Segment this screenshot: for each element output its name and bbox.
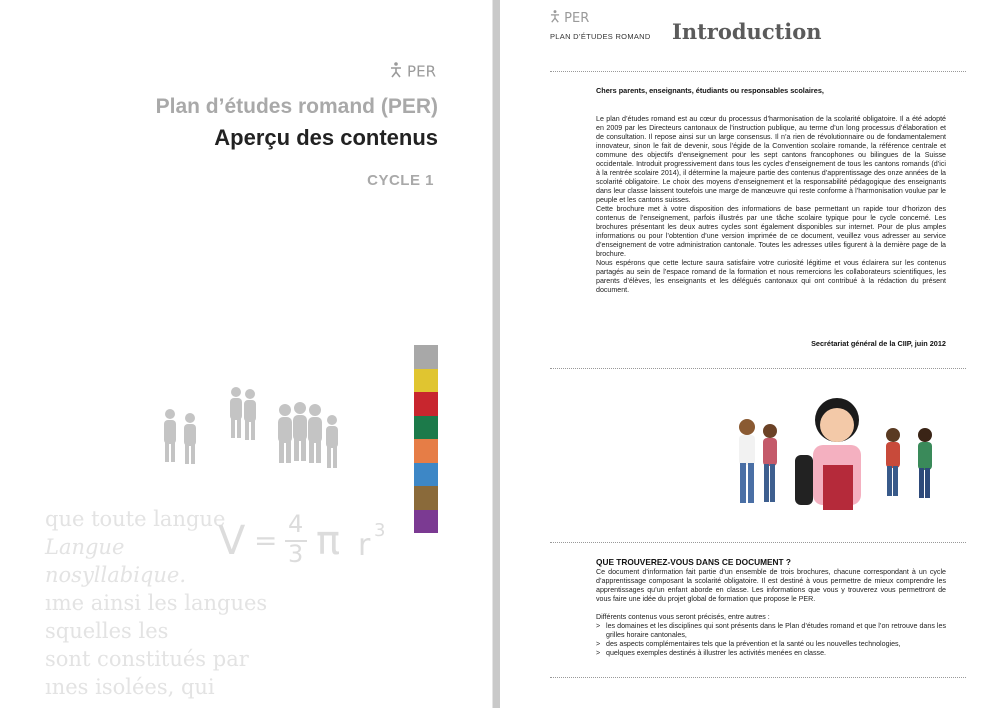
background-text-line: ıme ainsi les langues <box>45 591 268 615</box>
divider <box>550 368 966 369</box>
formula-pi: π <box>316 518 341 564</box>
person-icon <box>550 10 560 27</box>
formula-equals: = <box>254 524 278 557</box>
schoolchildren-photo <box>725 385 955 535</box>
list-item: > les domaines et les disciplines qui sont présents dans le Plan d’études romand et que l’on retrouve dans les grilles horaire cantonales, <box>596 622 946 640</box>
color-bar-segment <box>414 345 438 369</box>
formula-v: V <box>218 518 246 564</box>
section-title: QUE TROUVEREZ-VOUS DANS CE DOCUMENT ? <box>596 557 791 567</box>
cycle-label: CYCLE 1 <box>367 172 434 189</box>
section-body <box>596 568 946 658</box>
salutation: Chers parents, enseignants, étudiants ou responsables scolaires, <box>596 86 824 95</box>
content-list <box>596 622 946 658</box>
per-logo-subtitle: PLAN D’ÉTUDES ROMAND <box>550 32 651 41</box>
background-text-line: Langue <box>45 535 125 559</box>
cover-subtitle: Aperçu des contenus <box>214 125 438 150</box>
intro-text <box>596 115 946 295</box>
section-paragraph: Ce document d’information fait partie d’un ensemble de trois brochures, chacune correspondant à un cycle d’apprentissage composant la scolarité obligatoire. Il est destiné à vous permettre de mieux comprendre les apprentissages qu’un enfant aborde en classe. Les informations que vous y trouverez vous permettront de vous faire une idée du projet global de formation que propose le PER. <box>596 568 946 603</box>
color-bar-segment <box>414 439 438 463</box>
introduction-page <box>500 0 1004 708</box>
color-bar-segment <box>414 369 438 393</box>
intro-paragraph: Nous espérons que cette lecture saura satisfaire votre curiosité légitime et vous éclairera sur les contenus partagés au sein de l’espace romand de la formation et nous remercions les collaborateurs scientifiques, les parents d’élèves, les enseignants et les délégués cantonaux qui ont contribué à la rédaction du présent document. <box>596 259 946 294</box>
color-bar <box>414 345 438 533</box>
list-intro: Différents contenus vous seront précisés, entre autres : <box>596 613 770 621</box>
per-logo-text: PER <box>564 11 590 26</box>
formula-denominator: 3 <box>288 540 304 568</box>
color-bar-segment <box>414 463 438 487</box>
formula-numerator: 4 <box>288 510 304 538</box>
background-text-line: nosyllabique. <box>45 563 186 587</box>
cover-title: Plan d’études romand (PER) <box>155 95 438 118</box>
list-item: > des aspects complémentaires tels que la prévention et la santé ou les nouvelles technologies, <box>596 640 946 649</box>
intro-paragraph: Cette brochure met à votre disposition des informations de base permettant un rapide tour d’horizon des contenus de l’enseignement, parfois illustrés par une tâche scolaire typique pour le cycle concerné. Les brochures présentant les deux autres cycles sont également disponibles sur internet. Pour de plus amples informations ou pour l’obtention d’une version imprimée de ce document, veuillez vous adresser au service d’enseignement de votre administration cantonale. Toutes les adresses utiles figurent à la dernière page de la brochure. <box>596 205 946 258</box>
signature: Secrétariat général de la CIIP, juin 2012 <box>811 339 946 348</box>
per-logo-text: PER <box>407 62 436 81</box>
per-logo <box>550 10 589 27</box>
children-silhouettes-image <box>150 380 360 480</box>
background-text-line: ınes isolées, qui <box>45 675 215 699</box>
divider <box>550 71 966 72</box>
background-text-line: sont constitués par <box>45 647 249 671</box>
color-bar-segment <box>414 392 438 416</box>
divider <box>550 542 966 543</box>
color-bar-segment <box>414 510 438 534</box>
divider <box>550 677 966 678</box>
color-bar-segment <box>414 416 438 440</box>
intro-paragraph: Le plan d’études romand est au cœur du processus d’harmonisation de la scolarité obligatoire. Il a été adopté en 2009 par les Directeurs cantonaux de l’instruction publique, au terme d’un long processus d’élaboration et de consultation. Il repose ainsi sur un large consensus. Il n’a rien de révolutionnaire ou de fondamentalement innovateur, sinon le fait de devenir, sous l’égide de la Convention scolaire romande, la référence centrale et commune des objectifs d’enseignement pour les sept cantons francophones ou bilingues de la Suisse occidentale. Introduit progressivement dans tous les cycles d’enseignement de tous les cantons romands (d’ici à la rentrée scolaire 2014), il détermine la majeure partie des contenus d’apprentissage des onze années de la scolarité obligatoire. Le choix des moyens d’enseignement et la responsabilité pédagogique des enseignants dans leur classe laissent toutefois une marge de manœuvre qui reste conforme à l’harmonisation voulue par le peuple et les cantons suisses. <box>596 115 946 204</box>
list-item: > quelques exemples destinés à illustrer les activités menées en classe. <box>596 649 946 658</box>
cover-page <box>0 0 493 708</box>
formula-exponent: 3 <box>374 520 386 541</box>
formula-r: r <box>358 528 371 563</box>
per-logo <box>390 62 436 82</box>
person-icon <box>390 62 402 82</box>
page-title: Introduction <box>672 19 822 44</box>
color-bar-segment <box>414 486 438 510</box>
background-text-line: squelles les <box>45 619 169 643</box>
background-text-line: que toute langue <box>45 507 226 531</box>
